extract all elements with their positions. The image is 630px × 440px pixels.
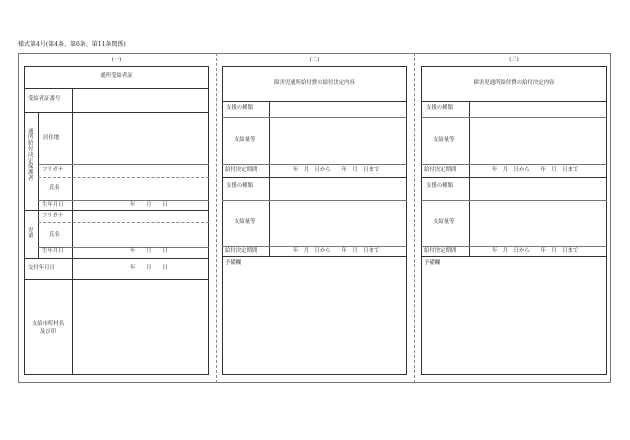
divider [222,177,407,178]
cert-no-label: 受給者証番号 [28,96,61,102]
divider [38,177,209,178]
divider [469,101,470,256]
child-name-label: 氏名 [49,232,60,238]
divider [72,88,73,112]
divider [421,177,607,178]
certificate-title: 通所受給者証 [100,73,133,79]
municipality-seal-label: 及び印 [39,329,57,335]
divider [24,258,209,259]
address-label: 居住地 [43,135,60,141]
divider [38,112,39,210]
period-value: 年 月 日から 年 月 日まで [293,167,380,173]
divider [222,256,407,257]
divider [222,200,407,201]
divider [24,112,209,113]
divider [38,222,209,223]
issue-date-value: 年 月 日 [130,265,168,271]
amount-label-2: 支給量等 [433,219,455,225]
divider [72,112,73,279]
remarks-label: 予備欄 [225,260,242,266]
divider [421,200,607,201]
issue-date-label: 交付年月日 [28,265,55,271]
form-number-header: 様式第4号(第4条、第6条、第11条関係) [18,41,126,48]
child-birth-label: 生年月日 [42,248,64,254]
amount-label: 支給量等 [234,137,256,143]
divider [421,101,607,102]
divider [24,279,209,280]
decision-title: 障害児通所給付費の給付決定内容 [274,80,355,86]
panel-3-number: (三) [509,57,519,63]
municipality-label: 支給市町村名 [31,321,65,327]
divider [222,246,407,247]
birth-value: 年 月 日 [130,202,168,208]
period-label: 給付決定期間 [225,167,258,173]
remarks-label: 予備欄 [424,260,441,266]
period-label-2: 給付決定期間 [225,248,258,254]
amount-label: 支給量等 [433,137,455,143]
divider [38,164,209,165]
divider [421,117,607,118]
divider [38,210,39,258]
divider [24,210,209,211]
divider [222,101,407,102]
divider [24,88,209,89]
support-type-label-2: 支援の種類 [426,183,453,189]
period-value-2: 年 月 日から 年 月 日まで [492,248,579,254]
divider [269,101,270,256]
divider [38,200,209,201]
period-value: 年 月 日から 年 月 日まで [492,167,579,173]
child-group-label: 児童 [26,227,33,239]
fold-line-1 [216,53,217,383]
fold-line-2 [414,53,415,383]
support-type-label-2: 支援の種類 [226,183,253,189]
period-label-2: 給付決定期間 [424,248,457,254]
birth-label: 生年月日 [42,202,64,208]
divider [72,279,73,375]
amount-label-2: 支給量等 [234,219,256,225]
child-birth-value: 年 月 日 [130,248,168,254]
name-label: 氏名 [49,185,60,191]
period-value-2: 年 月 日から 年 月 日まで [293,248,380,254]
period-label: 給付決定期間 [424,167,457,173]
divider [222,164,407,165]
divider [222,117,407,118]
furigana-label: フリガナ [42,167,64,173]
support-type-label: 支援の種類 [226,105,253,111]
divider [421,256,607,257]
panel-1-number: (一) [111,57,122,63]
decision-title: 障害児通所給付費の給付決定内容 [473,80,555,86]
guardian-group-label: 通所給付決定保護者 [26,128,33,182]
panel-2-number: (二) [309,57,320,63]
divider [421,246,607,247]
child-furigana-label: フリガナ [42,213,64,219]
support-type-label: 支援の種類 [426,105,453,111]
divider [421,164,607,165]
